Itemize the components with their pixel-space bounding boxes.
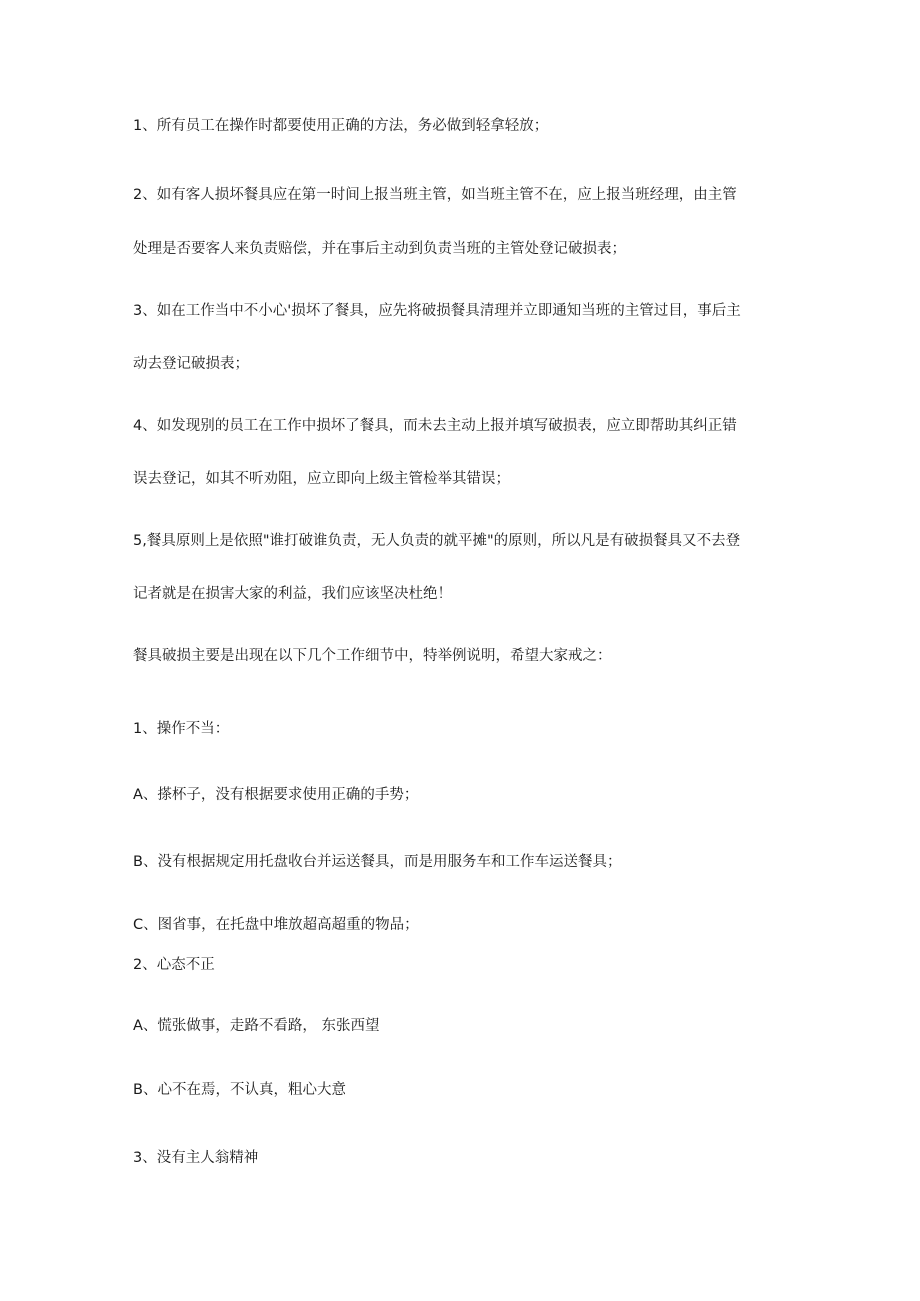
section-1-item-b: B、没有根据规定用托盘收台并运送餐具，而是用服务车和工作车运送餐具；	[133, 854, 622, 870]
section-2-heading: 2、心态不正	[133, 957, 215, 973]
section-2-item-b: B、心不在焉，不认真，粗心大意	[133, 1082, 346, 1098]
rule-2-line-1: 2、如有客人损坏餐具应在第一时间上报当班主管，如当班主管不在，应上报当班经理，由主管	[133, 187, 737, 203]
section-1-heading: 1、操作不当：	[133, 721, 230, 737]
rule-3-line-1: 3、如在工作当中不小心'损坏了餐具，应先将破损餐具清理并立即通知当班的主管过目，事后主	[133, 303, 741, 319]
rule-1-line: 1、所有员工在操作时都要使用正确的方法，务必做到轻拿轻放；	[133, 118, 549, 134]
section-2-item-a: A、慌张做事，走路不看路， 东张西望	[133, 1018, 380, 1034]
section-1-item-c: C、图省事，在托盘中堆放超高超重的物品；	[133, 917, 419, 933]
rule-3-line-2: 动去登记破损表；	[133, 356, 249, 372]
rule-2-line-2: 处理是否要客人来负责赔偿，并在事后主动到负责当班的主管处登记破损表；	[133, 241, 626, 257]
rule-4-line-2: 误去登记，如其不听劝阻，应立即向上级主管检举其错误；	[133, 471, 510, 487]
rule-5-line-1: 5,餐具原则上是依照"谁打破谁负责，无人负责的就平摊"的原则，所以凡是有破损餐具又不去登	[133, 533, 741, 549]
section-1-item-a: A、搽杯子，没有根据要求使用正确的手势；	[133, 787, 419, 803]
rule-4-line-1: 4、如发现别的员工在工作中损坏了餐具，而未去主动上报并填写破损表，应立即帮助其纠正错	[133, 418, 737, 434]
intro-paragraph: 餐具破损主要是出现在以下几个工作细节中，特举例说明，希望大家戒之：	[133, 648, 612, 664]
rule-5-line-2: 记者就是在损害大家的利益，我们应该坚决杜绝！	[133, 586, 452, 602]
section-3-heading: 3、没有主人翁精神	[133, 1150, 259, 1166]
